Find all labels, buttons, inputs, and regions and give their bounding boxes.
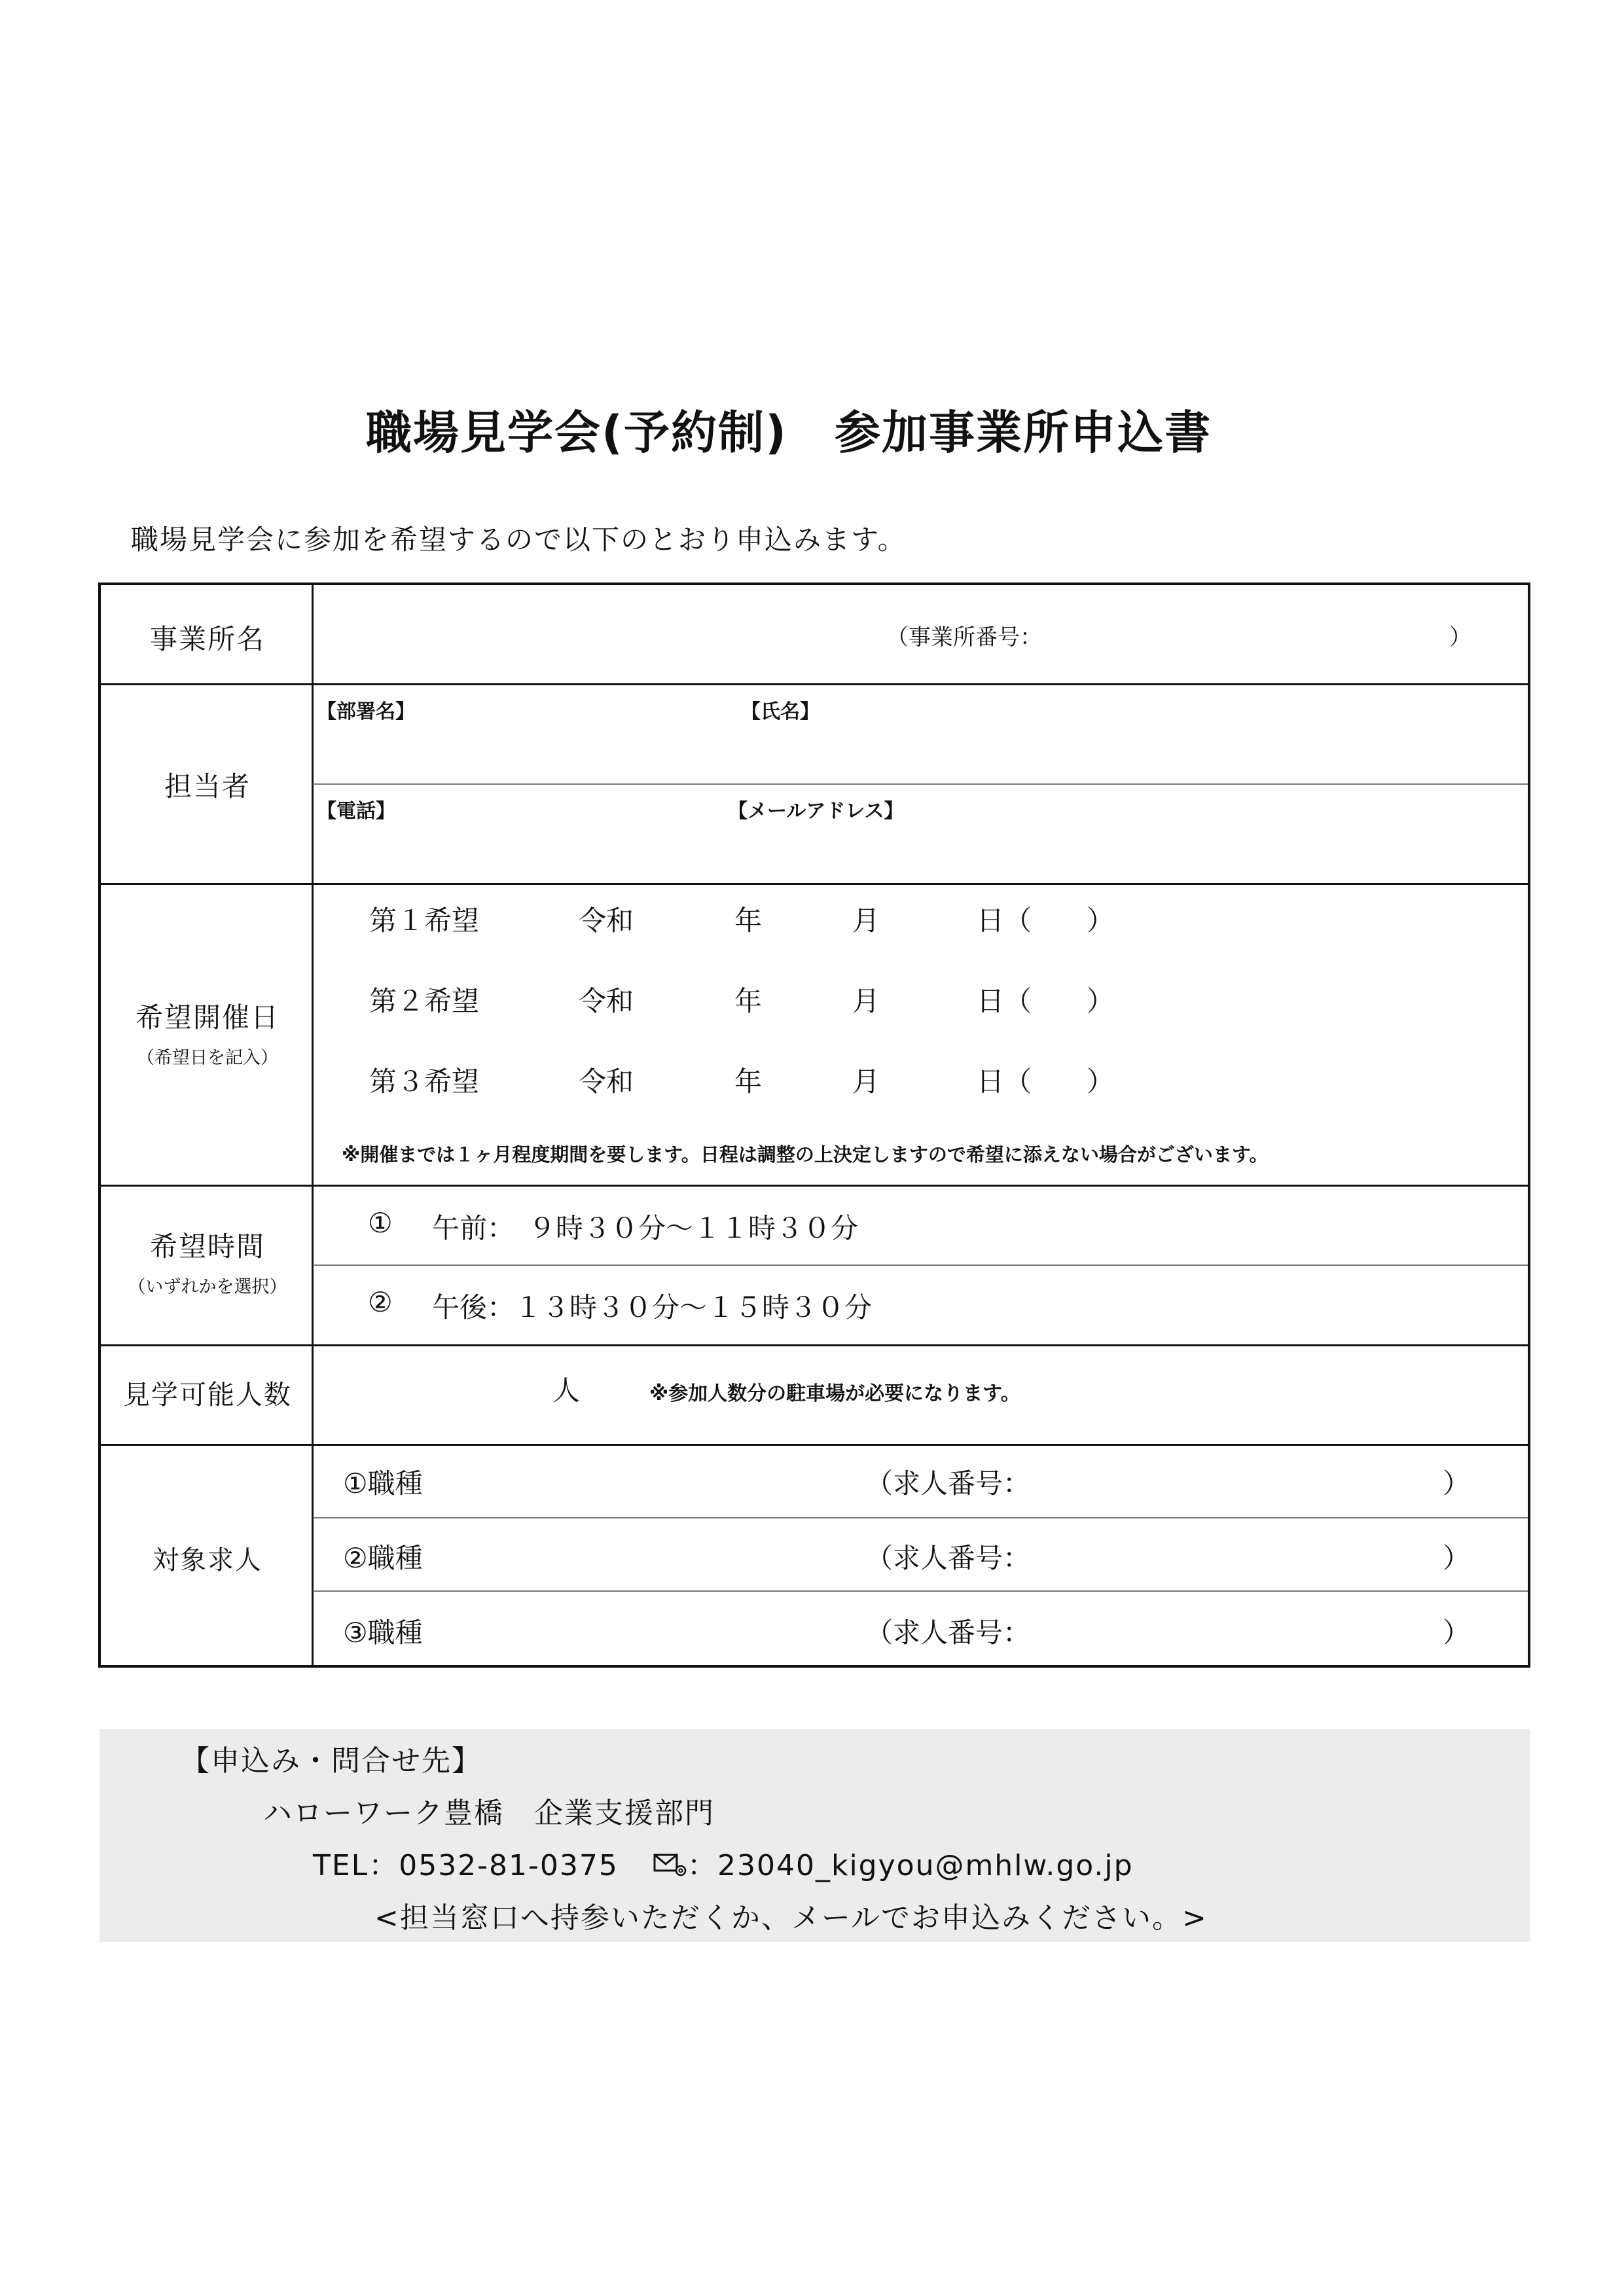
phone-label: 【電話】 xyxy=(317,800,395,823)
office-name-field[interactable] xyxy=(317,588,867,679)
job-number-label: （求人番号： xyxy=(865,1617,1031,1649)
job-number-label: （求人番号： xyxy=(865,1467,1031,1499)
year-label: 年 xyxy=(734,985,763,1017)
row-divider xyxy=(101,683,1528,685)
year-label: 年 xyxy=(734,905,763,937)
choice-label: 第２希望 xyxy=(369,985,480,1017)
parking-note: ※参加人数分の駐車場が必要になります。 xyxy=(649,1382,1020,1405)
sub-row-divider xyxy=(313,1517,1528,1518)
date-note: ※開催までは１ヶ月程度期間を要します。日程は調整の上決定しますので希望に添えない場合がございます。 xyxy=(342,1143,1269,1166)
row-divider xyxy=(101,883,1528,885)
row-divider xyxy=(101,1344,1528,1346)
desired-date-label: 希望開催日 xyxy=(135,1001,280,1033)
department-label: 【部署名】 xyxy=(317,700,415,723)
era-label: 令和 xyxy=(579,905,634,937)
email-address[interactable]: ：23040_kigyou@mhlw.go.jp xyxy=(687,1849,1134,1882)
row-divider xyxy=(101,1444,1528,1446)
visitor-count-field[interactable] xyxy=(317,1351,631,1436)
month-label: 月 xyxy=(852,905,880,937)
target-jobs-label: 対象求人 xyxy=(153,1545,262,1575)
month-label: 月 xyxy=(852,985,880,1017)
job-type-label: ②職種 xyxy=(343,1542,423,1574)
contact-email-line xyxy=(653,1842,1134,1884)
contact-box xyxy=(99,1729,1530,1942)
job-type-label: ①職種 xyxy=(343,1467,423,1499)
desired-time-label: 希望時間 xyxy=(149,1230,265,1263)
year-label: 年 xyxy=(734,1066,763,1098)
office-number-label: （事業所番号： xyxy=(886,624,1042,651)
option-mark: ② xyxy=(368,1286,393,1318)
department-field[interactable] xyxy=(317,726,723,778)
contact-person-label: 担当者 xyxy=(164,770,251,802)
intro-text: 職場見学会に参加を希望するので以下のとおり申込みます。 xyxy=(131,524,907,556)
label-column-divider xyxy=(312,585,314,1665)
job-type-label: ③職種 xyxy=(343,1617,423,1649)
person-name-field[interactable] xyxy=(741,726,1513,778)
job-number-close: ） xyxy=(1443,1617,1471,1649)
day-label: 日（ ） xyxy=(977,985,1115,1017)
contact-heading: 【申込み・問合せ先】 xyxy=(181,1744,482,1778)
month-label: 月 xyxy=(852,1066,880,1098)
phone-field[interactable] xyxy=(317,826,710,878)
day-label: 日（ ） xyxy=(977,905,1115,937)
day-label: 日（ ） xyxy=(977,1066,1115,1098)
office-number-close: ） xyxy=(1449,624,1471,651)
sub-row-divider xyxy=(313,1265,1528,1266)
option-mark: ① xyxy=(368,1207,393,1239)
office-name-label: 事業所名 xyxy=(149,623,265,655)
choice-label: 第３希望 xyxy=(369,1066,480,1098)
contact-organization: ハローワーク豊橋 企業支援部門 xyxy=(263,1797,715,1830)
contact-tel-line xyxy=(313,1842,619,1884)
era-label: 令和 xyxy=(579,1066,634,1098)
desired-time-sublabel: （いずれかを選択） xyxy=(128,1277,287,1297)
application-form xyxy=(98,583,1530,1668)
choice-label: 第１希望 xyxy=(369,905,480,937)
era-label: 令和 xyxy=(579,985,634,1017)
mail-icon xyxy=(653,1851,687,1884)
sub-row-divider xyxy=(313,783,1528,785)
option-text: 午前： ９時３０分～１１時３０分 xyxy=(432,1212,859,1244)
job-number-close: ） xyxy=(1443,1467,1471,1499)
tel-label: TEL： xyxy=(313,1849,399,1882)
email-field[interactable] xyxy=(728,826,1513,878)
job-number-label: （求人番号： xyxy=(865,1542,1031,1574)
job-number-close: ） xyxy=(1443,1542,1471,1574)
email-label: 【メールアドレス】 xyxy=(728,800,904,823)
desired-date-sublabel: （希望日を記入） xyxy=(137,1048,278,1068)
option-text: 午後：１３時３０分～１５時３０分 xyxy=(432,1291,873,1323)
page-title: 職場見学会(予約制) 参加事業所申込書 xyxy=(366,406,1212,459)
tel-number[interactable]: 0532-81-0375 xyxy=(399,1849,619,1882)
visitor-count-label: 見学可能人数 xyxy=(123,1379,292,1410)
visitor-unit: 人 xyxy=(552,1374,581,1407)
person-name-label: 【氏名】 xyxy=(741,700,820,723)
sub-row-divider xyxy=(313,1590,1528,1592)
contact-note: <担当窓口へ持参いただくか、メールでお申込みください。> xyxy=(374,1901,1208,1935)
row-divider xyxy=(101,1185,1528,1187)
